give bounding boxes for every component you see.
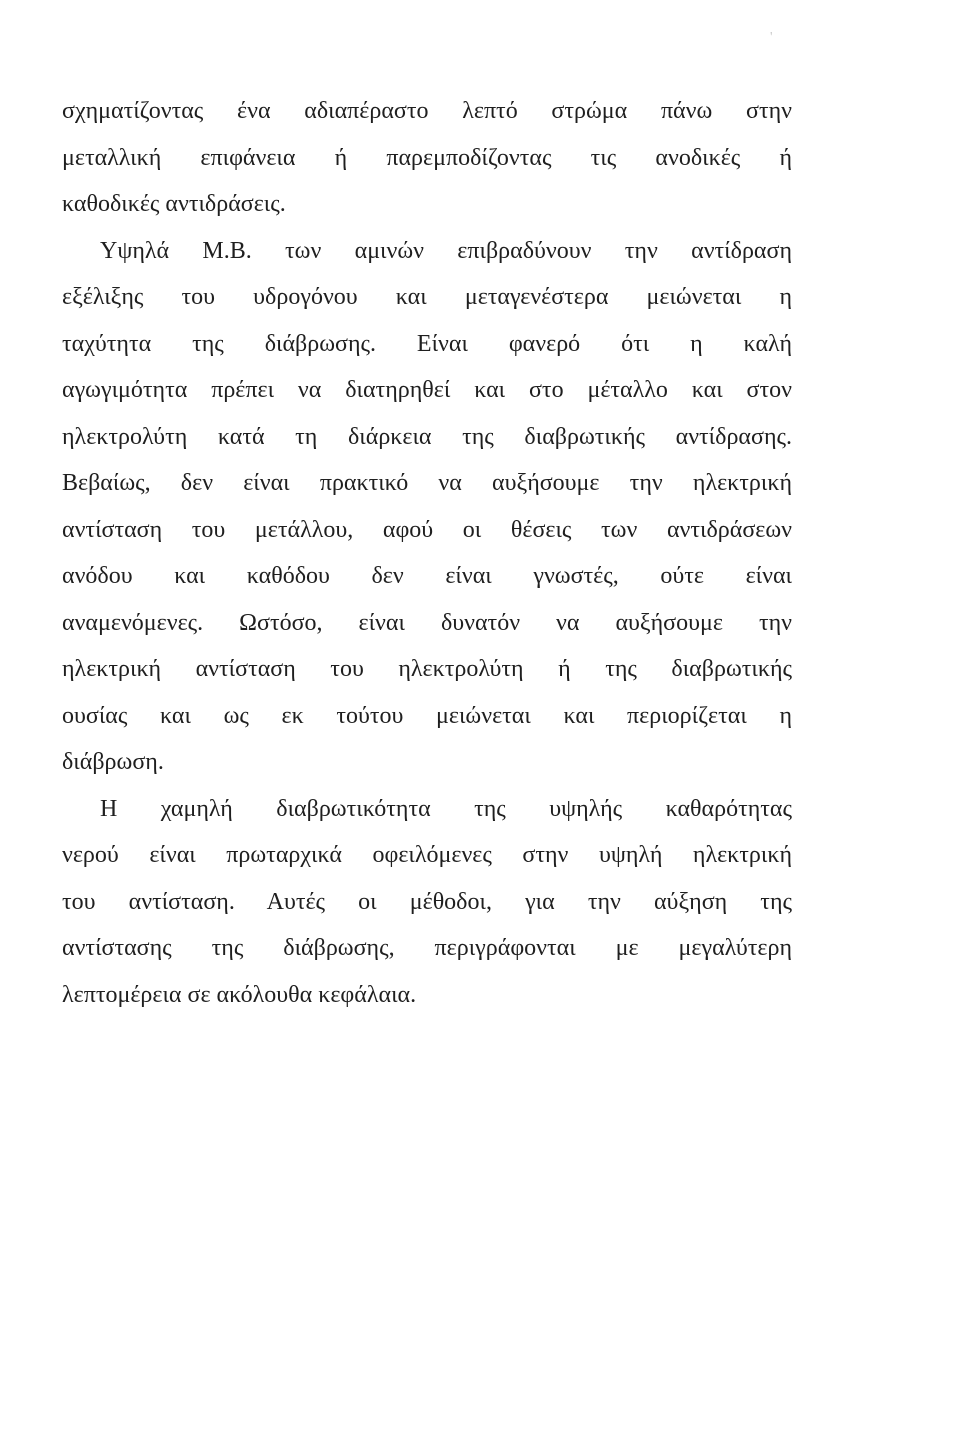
text-line: αντίσταση του μετάλλου, αφού οι θέσεις των αντιδράσεων — [62, 516, 792, 543]
text-line: ηλεκτρολύτη κατά τη διάρκεια της διαβρωτικής αντίδρασης. — [62, 423, 792, 450]
text-line: ανόδου και καθόδου δεν είναι γνωστές, ούτε είναι — [62, 563, 792, 589]
body-text — [62, 88, 792, 1018]
text-line: αντίστασης της διάβρωσης, περιγράφονται με μεγαλύτερη — [62, 935, 792, 961]
text-line: αναμενόμενες. Ωστόσο, είναι δυνατόν να αυξήσουμε την — [62, 609, 792, 636]
text-line: διάβρωση. — [62, 749, 164, 775]
text-line: ηλεκτρική αντίσταση του ηλεκτρολύτη ή της διαβρωτικής — [62, 656, 792, 682]
text-line: καθοδικές αντιδράσεις. — [62, 191, 286, 217]
paragraph-start-line: Υψηλά Μ.Β. των αμινών επιβραδύνουν την αντίδραση — [100, 237, 792, 264]
text-line: νερού είναι πρωταρχικά οφειλόμενες στην υψηλή ηλεκτρική — [62, 842, 792, 868]
text-line: Βεβαίως, δεν είναι πρακτικό να αυξήσουμε την ηλεκτρική — [62, 470, 792, 496]
text-line: αγωγιμότητα πρέπει να διατηρηθεί και στο μέταλλο και στον — [62, 377, 792, 403]
text-line: σχηματίζοντας ένα αδιαπέραστο λεπτό στρώμα πάνω στην — [62, 98, 792, 124]
text-line: εξέλιξης του υδρογόνου και μεταγενέστερα μειώνεται η — [62, 284, 792, 310]
text-line: του αντίσταση. Αυτές οι μέθοδοι, για την αύξηση της — [62, 888, 792, 915]
text-line: ουσίας και ως εκ τούτου μειώνεται και περιορίζεται η — [62, 702, 792, 729]
paragraph-start-line: Η χαμηλή διαβρωτικότητα της υψηλής καθαρότητας — [100, 795, 792, 822]
page-corner-mark: ' — [770, 30, 773, 45]
text-line: ταχύτητα της διάβρωσης. Είναι φανερό ότι η καλή — [62, 330, 792, 357]
text-line: μεταλλική επιφάνεια ή παρεμποδίζοντας τις ανοδικές ή — [62, 144, 792, 171]
text-line: λεπτομέρεια σε ακόλουθα κεφάλαια. — [62, 981, 417, 1008]
